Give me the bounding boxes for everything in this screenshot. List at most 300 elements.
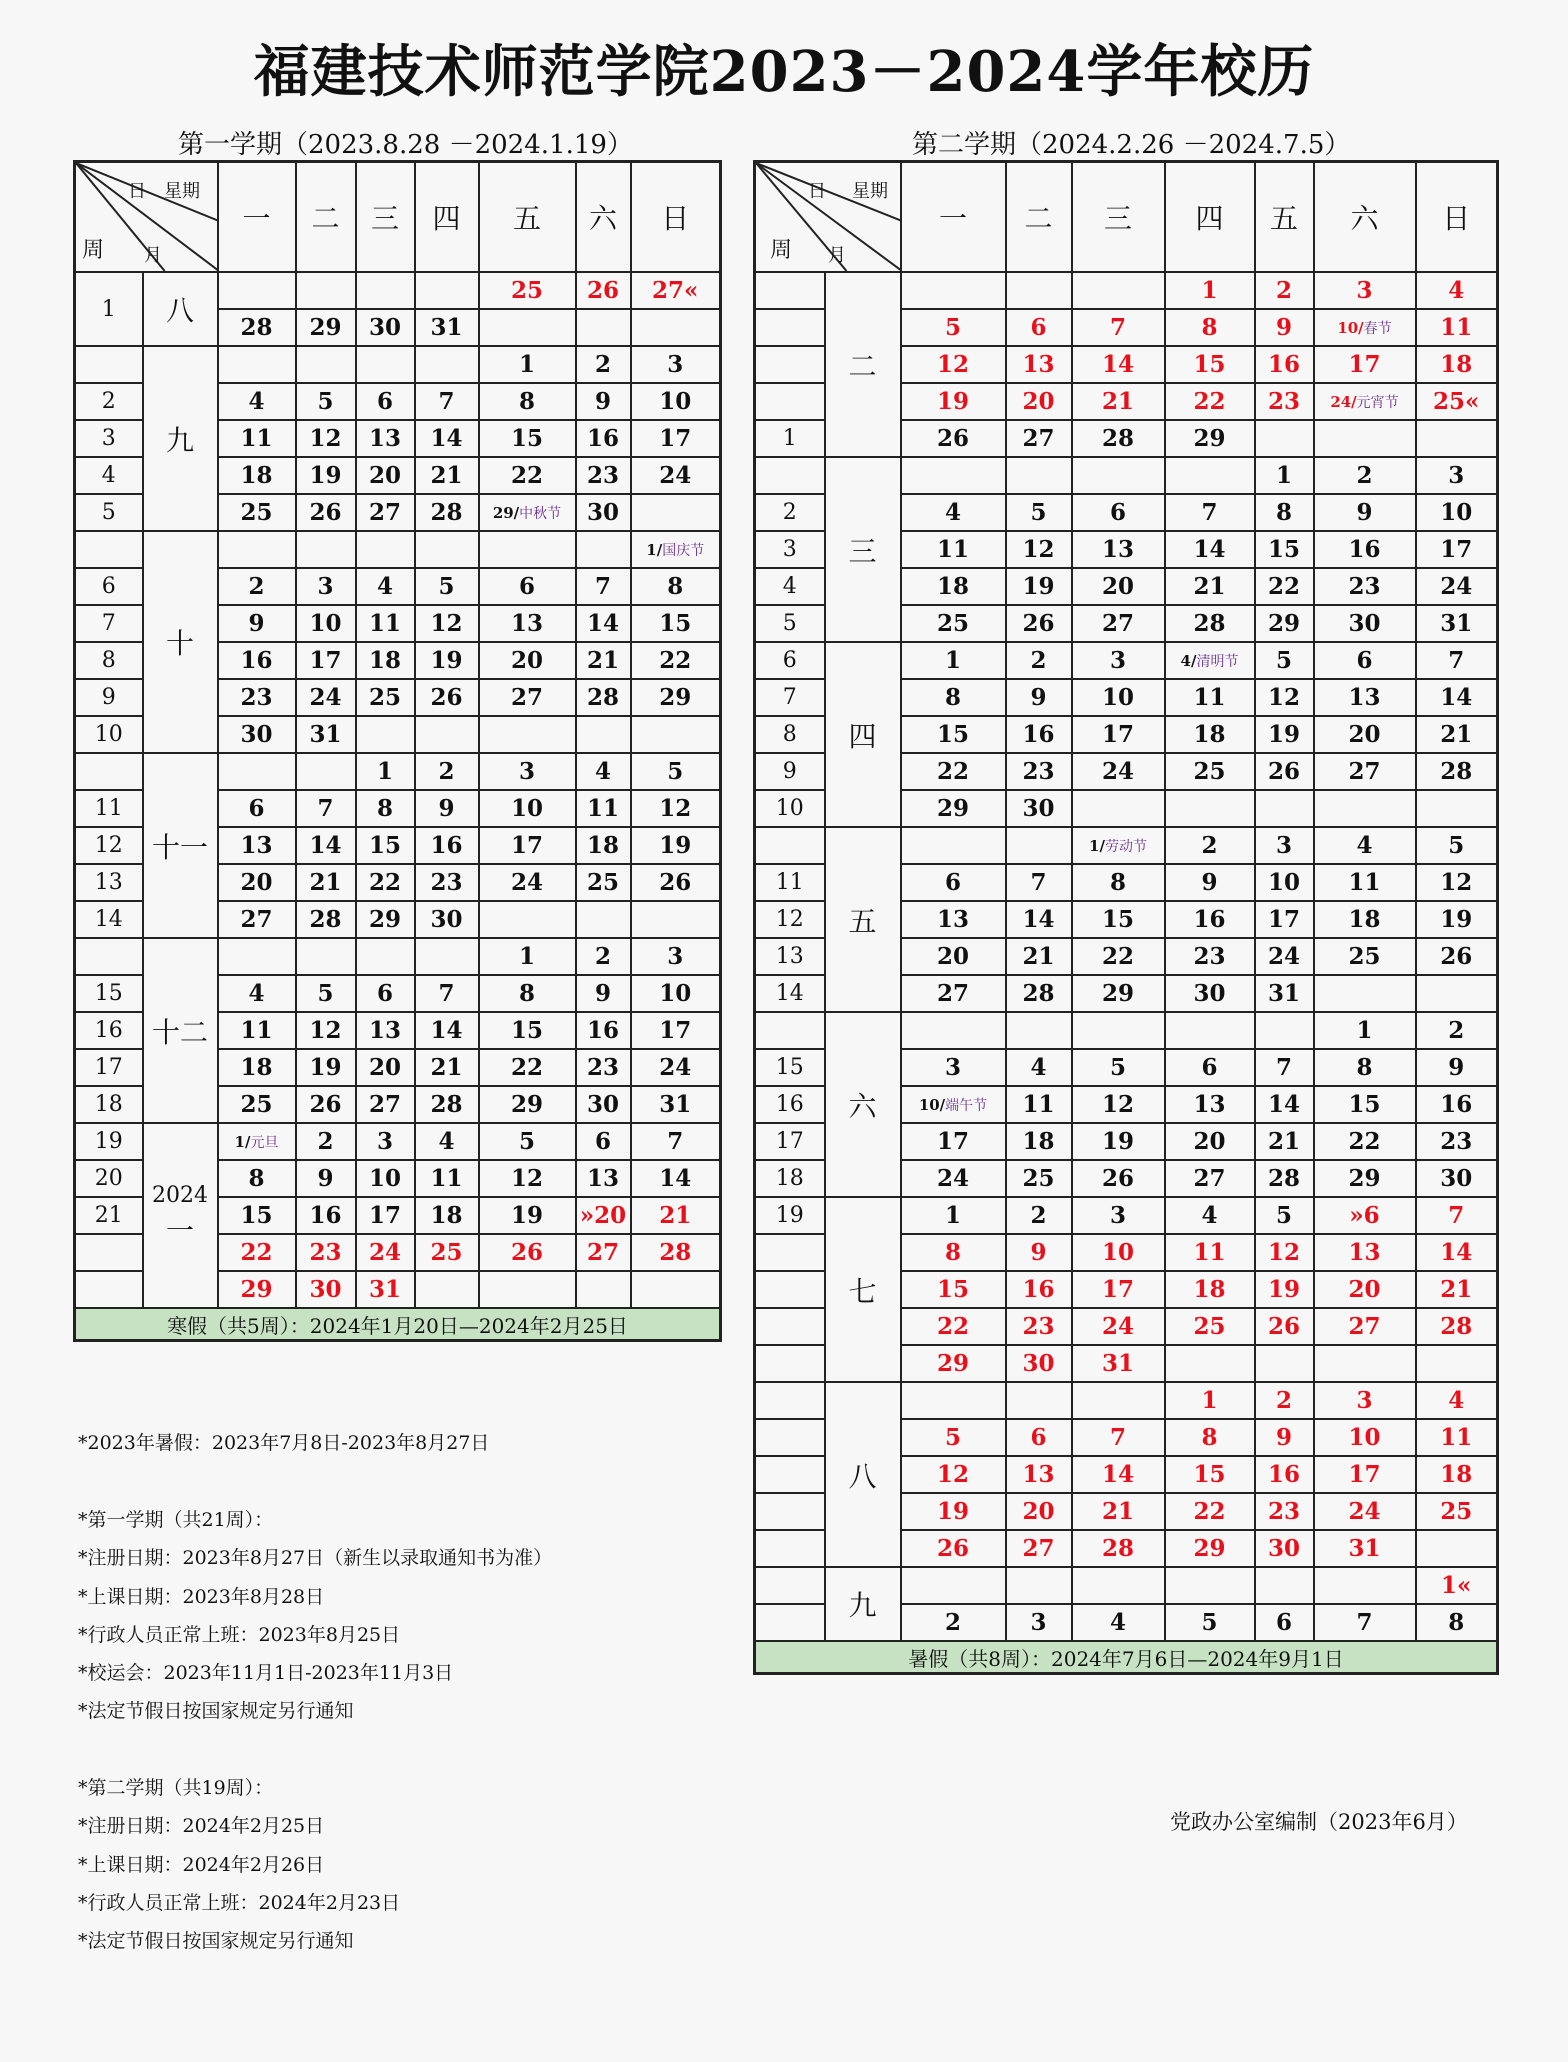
day-cell: 16 <box>296 1197 356 1234</box>
day-cell <box>296 938 356 975</box>
day-cell: 3 <box>479 753 576 790</box>
day-cell: 5 <box>296 383 356 420</box>
month-label: 十二 <box>143 938 218 1123</box>
day-cell: 14 <box>1416 1234 1498 1271</box>
day-cell: 2 <box>218 568 296 605</box>
header-corner <box>755 162 901 273</box>
day-cell <box>901 457 1006 494</box>
day-cell: 10 <box>1416 494 1498 531</box>
day-cell: 17 <box>1416 531 1498 568</box>
week-number: 20 <box>75 1160 143 1197</box>
day-cell <box>1072 272 1165 309</box>
day-cell: 7 <box>415 383 479 420</box>
day-cell: 8 <box>901 1234 1006 1271</box>
note-line: *行政人员正常上班：2023年8月25日 <box>78 1624 401 1646</box>
day-cell: 11 <box>218 420 296 457</box>
day-cell: 25« <box>1416 383 1498 420</box>
week-number <box>75 1234 143 1271</box>
day-cell: 13 <box>356 1012 415 1049</box>
day-cell: 10 <box>631 975 721 1012</box>
day-cell: 27« <box>631 272 721 309</box>
week-number: 6 <box>755 642 825 679</box>
week-number <box>755 346 825 383</box>
day-cell: 3 <box>1072 642 1165 679</box>
day-cell <box>479 1271 576 1308</box>
day-cell: 11 <box>218 1012 296 1049</box>
day-cell: 4 <box>1165 1197 1255 1234</box>
day-cell: 27 <box>1314 753 1416 790</box>
note-line: *第二学期（共19周）： <box>78 1777 274 1799</box>
holiday-label: 端午节 <box>945 1097 988 1114</box>
week-number: 2 <box>755 494 825 531</box>
weekday-header: 日 <box>631 162 721 273</box>
day-cell: 30 <box>576 494 631 531</box>
day-cell: 22 <box>1314 1123 1416 1160</box>
day-number: 1/ <box>234 1132 251 1151</box>
day-cell <box>1314 790 1416 827</box>
day-cell: 16 <box>1255 346 1314 383</box>
day-cell: 7 <box>296 790 356 827</box>
day-cell <box>415 716 479 753</box>
day-cell: 26 <box>631 864 721 901</box>
weekday-header: 六 <box>1314 162 1416 273</box>
day-cell <box>1072 1012 1165 1049</box>
day-cell: 25 <box>1416 1493 1498 1530</box>
day-cell: 11 <box>415 1160 479 1197</box>
day-cell: 21 <box>1416 716 1498 753</box>
day-cell: 9 <box>1006 1234 1072 1271</box>
day-cell <box>479 901 576 938</box>
day-cell: 19 <box>1072 1123 1165 1160</box>
day-cell: 7 <box>1314 1604 1416 1641</box>
day-cell: 20 <box>1165 1123 1255 1160</box>
day-cell: 6 <box>479 568 576 605</box>
day-cell: 17 <box>631 420 721 457</box>
day-number: 10/ <box>918 1095 946 1114</box>
day-cell: 25 <box>415 1234 479 1271</box>
day-cell <box>576 309 631 346</box>
day-cell: 18 <box>356 642 415 679</box>
holiday-label: 春节 <box>1363 320 1392 337</box>
day-cell: 29 <box>901 790 1006 827</box>
day-cell <box>1072 457 1165 494</box>
day-cell: 23 <box>296 1234 356 1271</box>
day-cell: 27 <box>356 1086 415 1123</box>
day-cell: 22 <box>1165 383 1255 420</box>
day-cell: 19 <box>1416 901 1498 938</box>
day-cell <box>296 346 356 383</box>
day-cell: 16 <box>1314 531 1416 568</box>
day-cell: 25 <box>1006 1160 1072 1197</box>
day-cell: 9 <box>1255 309 1314 346</box>
day-cell: 9 <box>1006 679 1072 716</box>
day-cell: 15 <box>1255 531 1314 568</box>
day-cell: 14 <box>296 827 356 864</box>
day-cell <box>1255 790 1314 827</box>
day-cell: 4 <box>1072 1604 1165 1641</box>
editor-credit: 党政办公室编制（2023年6月） <box>1170 1810 1468 1834</box>
day-cell <box>1314 1345 1416 1382</box>
day-cell: 13 <box>479 605 576 642</box>
week-number: 17 <box>755 1123 825 1160</box>
weekday-header: 一 <box>901 162 1006 273</box>
day-cell: 3 <box>1416 457 1498 494</box>
day-cell: 16 <box>1006 1271 1072 1308</box>
day-cell: 24 <box>1255 938 1314 975</box>
weekday-header: 一 <box>218 162 296 273</box>
day-cell: 27 <box>1006 420 1072 457</box>
day-cell <box>1165 642 1255 679</box>
day-cell: 27 <box>479 679 576 716</box>
day-cell: 21 <box>1072 383 1165 420</box>
weekday-header: 六 <box>576 162 631 273</box>
weekday-header: 四 <box>415 162 479 273</box>
corner-label-month: 月 <box>828 245 846 266</box>
day-cell <box>1072 1382 1165 1419</box>
day-cell: 12 <box>1072 1086 1165 1123</box>
week-number <box>755 1419 825 1456</box>
day-cell: 28 <box>1006 975 1072 1012</box>
day-cell: 9 <box>218 605 296 642</box>
day-cell <box>1165 790 1255 827</box>
day-cell <box>1006 1012 1072 1049</box>
day-cell: 12 <box>415 605 479 642</box>
day-cell: 30 <box>1165 975 1255 1012</box>
day-cell: 15 <box>1165 346 1255 383</box>
week-number: 6 <box>75 568 143 605</box>
day-cell <box>1416 790 1498 827</box>
week-number: 4 <box>75 457 143 494</box>
day-cell: 17 <box>479 827 576 864</box>
day-cell: 6 <box>356 383 415 420</box>
day-cell: 20 <box>1314 716 1416 753</box>
day-cell: 9 <box>1314 494 1416 531</box>
holiday-label: 元宵节 <box>1356 394 1399 411</box>
day-cell: 6 <box>576 1123 631 1160</box>
day-cell: 11 <box>1006 1086 1072 1123</box>
day-cell: 27 <box>1006 1530 1072 1567</box>
day-cell: 30 <box>356 309 415 346</box>
corner-label-month: 月 <box>144 245 162 266</box>
day-cell: 2 <box>1255 1382 1314 1419</box>
week-number <box>755 272 825 309</box>
day-cell: 31 <box>296 716 356 753</box>
week-number: 12 <box>755 901 825 938</box>
week-number: 12 <box>75 827 143 864</box>
day-cell: 12 <box>901 346 1006 383</box>
day-cell: 31 <box>1314 1530 1416 1567</box>
day-cell: 14 <box>1165 531 1255 568</box>
day-cell: 21 <box>1416 1271 1498 1308</box>
day-cell: 31 <box>1255 975 1314 1012</box>
week-number <box>755 1382 825 1419</box>
day-cell <box>1072 1567 1165 1604</box>
day-cell: 7 <box>415 975 479 1012</box>
day-cell: 1 <box>901 1197 1006 1234</box>
day-cell <box>631 531 721 568</box>
day-cell <box>1165 1012 1255 1049</box>
week-row <box>75 753 721 790</box>
day-cell: 30 <box>1255 1530 1314 1567</box>
day-cell: 17 <box>1314 346 1416 383</box>
day-cell <box>296 753 356 790</box>
day-cell: 1 <box>1255 457 1314 494</box>
note-line: *上课日期：2024年2月26日 <box>78 1854 325 1876</box>
month-label: 八 <box>143 272 218 346</box>
day-cell: 30 <box>1006 1345 1072 1382</box>
day-cell: 18 <box>1416 346 1498 383</box>
month-label: 六 <box>825 1012 901 1197</box>
day-cell: 20 <box>356 1049 415 1086</box>
holiday-label: 国庆节 <box>662 542 705 559</box>
day-cell: 11 <box>1314 864 1416 901</box>
day-cell: 21 <box>1072 1493 1165 1530</box>
semester2-calendar <box>753 160 1499 1675</box>
day-cell: 24 <box>1072 1308 1165 1345</box>
day-cell: 25 <box>901 605 1006 642</box>
day-cell: 3 <box>356 1123 415 1160</box>
week-number: 11 <box>75 790 143 827</box>
day-cell: 5 <box>631 753 721 790</box>
day-cell <box>1314 383 1416 420</box>
day-cell <box>1314 1567 1416 1604</box>
day-cell: 3 <box>1255 827 1314 864</box>
day-cell: 31 <box>1416 605 1498 642</box>
week-number: 16 <box>755 1086 825 1123</box>
day-cell <box>479 494 576 531</box>
day-cell: 26 <box>296 494 356 531</box>
day-cell: 2 <box>901 1604 1006 1641</box>
day-cell <box>1072 790 1165 827</box>
month-label: 七 <box>825 1197 901 1382</box>
day-cell: 28 <box>1255 1160 1314 1197</box>
semester2-label: 第二学期（2024.2.26 －2024.7.5） <box>912 130 1351 160</box>
day-cell: 2 <box>1006 1197 1072 1234</box>
day-cell: 8 <box>479 975 576 1012</box>
day-cell: 14 <box>415 420 479 457</box>
day-cell <box>1165 1345 1255 1382</box>
day-cell <box>1416 1530 1498 1567</box>
day-cell: 7 <box>1416 1197 1498 1234</box>
weekday-header: 四 <box>1165 162 1255 273</box>
day-cell <box>356 272 415 309</box>
week-row <box>755 1012 1498 1049</box>
day-cell <box>218 938 296 975</box>
day-number: 29/ <box>492 503 520 522</box>
day-cell: 19 <box>1006 568 1072 605</box>
day-cell: 16 <box>1255 1456 1314 1493</box>
day-cell: 17 <box>356 1197 415 1234</box>
day-cell: 7 <box>631 1123 721 1160</box>
day-cell: 5 <box>1006 494 1072 531</box>
week-number: 2 <box>75 383 143 420</box>
day-cell: 3 <box>1314 272 1416 309</box>
day-cell <box>356 938 415 975</box>
day-cell: 14 <box>1416 679 1498 716</box>
day-cell: 18 <box>1314 901 1416 938</box>
day-cell: 20 <box>1006 383 1072 420</box>
day-cell: 30 <box>1314 605 1416 642</box>
day-cell: 23 <box>1006 753 1072 790</box>
week-number: 14 <box>75 901 143 938</box>
day-cell <box>218 272 296 309</box>
day-cell: 11 <box>1165 679 1255 716</box>
day-cell: 26 <box>1006 605 1072 642</box>
day-cell: 16 <box>576 1012 631 1049</box>
day-number: 4/ <box>1180 651 1197 670</box>
day-cell: 13 <box>1314 1234 1416 1271</box>
day-cell <box>218 531 296 568</box>
day-cell <box>479 309 576 346</box>
day-cell: 18 <box>1165 1271 1255 1308</box>
week-number <box>755 309 825 346</box>
day-cell: 7 <box>1006 864 1072 901</box>
day-cell: 2 <box>1255 272 1314 309</box>
day-cell: 2 <box>1006 642 1072 679</box>
day-cell <box>1255 1567 1314 1604</box>
day-cell: 6 <box>901 864 1006 901</box>
month-label <box>143 1123 218 1308</box>
week-number <box>755 1530 825 1567</box>
day-cell: 7 <box>1416 642 1498 679</box>
day-cell: 15 <box>218 1197 296 1234</box>
day-cell: 5 <box>1255 1197 1314 1234</box>
day-cell <box>356 716 415 753</box>
day-cell: 1 <box>1314 1012 1416 1049</box>
day-cell: 31 <box>415 309 479 346</box>
day-cell: 28 <box>415 1086 479 1123</box>
week-number <box>755 1271 825 1308</box>
day-cell: 11 <box>1416 1419 1498 1456</box>
day-cell: 11 <box>1165 1234 1255 1271</box>
day-cell: 22 <box>1072 938 1165 975</box>
day-cell <box>415 938 479 975</box>
day-cell: 12 <box>631 790 721 827</box>
day-cell: 11 <box>576 790 631 827</box>
day-cell: 24 <box>1314 1493 1416 1530</box>
day-cell: 22 <box>479 1049 576 1086</box>
day-cell: 25 <box>356 679 415 716</box>
week-number <box>755 383 825 420</box>
week-row <box>755 272 1498 309</box>
day-cell: 31 <box>631 1086 721 1123</box>
day-cell: 23 <box>1255 383 1314 420</box>
semester1-label: 第一学期（2023.8.28 －2024.1.19） <box>178 130 633 160</box>
day-cell: 13 <box>576 1160 631 1197</box>
week-number <box>755 457 825 494</box>
day-cell <box>479 531 576 568</box>
week-number: 16 <box>75 1012 143 1049</box>
week-number: 21 <box>75 1197 143 1234</box>
day-cell: 24 <box>901 1160 1006 1197</box>
day-cell: 4 <box>576 753 631 790</box>
day-cell <box>1006 1382 1072 1419</box>
day-cell <box>901 1567 1006 1604</box>
day-cell: 20 <box>218 864 296 901</box>
day-cell <box>576 1271 631 1308</box>
day-cell: 12 <box>1416 864 1498 901</box>
month-label: 五 <box>825 827 901 1012</box>
day-cell: 23 <box>415 864 479 901</box>
day-cell: 5 <box>1416 827 1498 864</box>
day-cell: 30 <box>1416 1160 1498 1197</box>
day-cell: 6 <box>1072 494 1165 531</box>
day-cell <box>296 531 356 568</box>
day-cell: 6 <box>1006 309 1072 346</box>
day-cell: 15 <box>1314 1086 1416 1123</box>
week-number: 9 <box>75 679 143 716</box>
day-cell: 22 <box>1255 568 1314 605</box>
day-cell: 19 <box>479 1197 576 1234</box>
day-cell: 8 <box>1255 494 1314 531</box>
week-number: 1 <box>75 272 143 346</box>
day-cell <box>356 531 415 568</box>
day-cell: 2 <box>296 1123 356 1160</box>
day-cell: 7 <box>576 568 631 605</box>
day-cell: 28 <box>218 309 296 346</box>
day-cell: 4 <box>901 494 1006 531</box>
day-number: 1/ <box>646 540 663 559</box>
day-cell: 3 <box>296 568 356 605</box>
day-cell: 28 <box>1072 420 1165 457</box>
note-line: *法定节假日按国家规定另行通知 <box>78 1930 354 1952</box>
week-number: 7 <box>755 679 825 716</box>
day-cell: 12 <box>479 1160 576 1197</box>
day-cell: 22 <box>901 1308 1006 1345</box>
day-cell <box>1416 975 1498 1012</box>
month-label: 九 <box>825 1567 901 1641</box>
week-number: 5 <box>75 494 143 531</box>
vacation-footer: 寒假（共5周）：2024年1月20日—2024年2月25日 <box>75 1308 721 1341</box>
day-cell <box>296 272 356 309</box>
day-cell: 24 <box>296 679 356 716</box>
day-cell: 12 <box>296 420 356 457</box>
day-cell: 4 <box>1416 1382 1498 1419</box>
day-cell: 21 <box>296 864 356 901</box>
day-cell: 8 <box>356 790 415 827</box>
day-cell <box>1006 1567 1072 1604</box>
day-cell <box>1165 457 1255 494</box>
day-cell: 19 <box>1255 1271 1314 1308</box>
day-cell: 2 <box>1314 457 1416 494</box>
week-number: 1 <box>755 420 825 457</box>
day-cell: 19 <box>1255 716 1314 753</box>
day-cell: 6 <box>1165 1049 1255 1086</box>
day-cell: 30 <box>576 1086 631 1123</box>
week-number: 15 <box>755 1049 825 1086</box>
week-number: 13 <box>75 864 143 901</box>
day-cell <box>1314 975 1416 1012</box>
semester1-calendar <box>73 160 722 1342</box>
weekday-header: 日 <box>1416 162 1498 273</box>
weekday-header: 三 <box>1072 162 1165 273</box>
day-cell <box>218 346 296 383</box>
day-cell: 16 <box>1165 901 1255 938</box>
day-cell: 12 <box>1006 531 1072 568</box>
day-cell: 5 <box>901 1419 1006 1456</box>
day-cell: 29 <box>356 901 415 938</box>
day-cell: 22 <box>356 864 415 901</box>
day-cell: 17 <box>1314 1456 1416 1493</box>
day-cell: 30 <box>415 901 479 938</box>
day-cell: 4 <box>1416 272 1498 309</box>
note-line: *行政人员正常上班：2024年2月23日 <box>78 1892 401 1914</box>
day-cell: 3 <box>1314 1382 1416 1419</box>
week-number: 18 <box>75 1086 143 1123</box>
day-cell: 2 <box>415 753 479 790</box>
day-cell: 8 <box>1416 1604 1498 1641</box>
day-cell <box>901 827 1006 864</box>
